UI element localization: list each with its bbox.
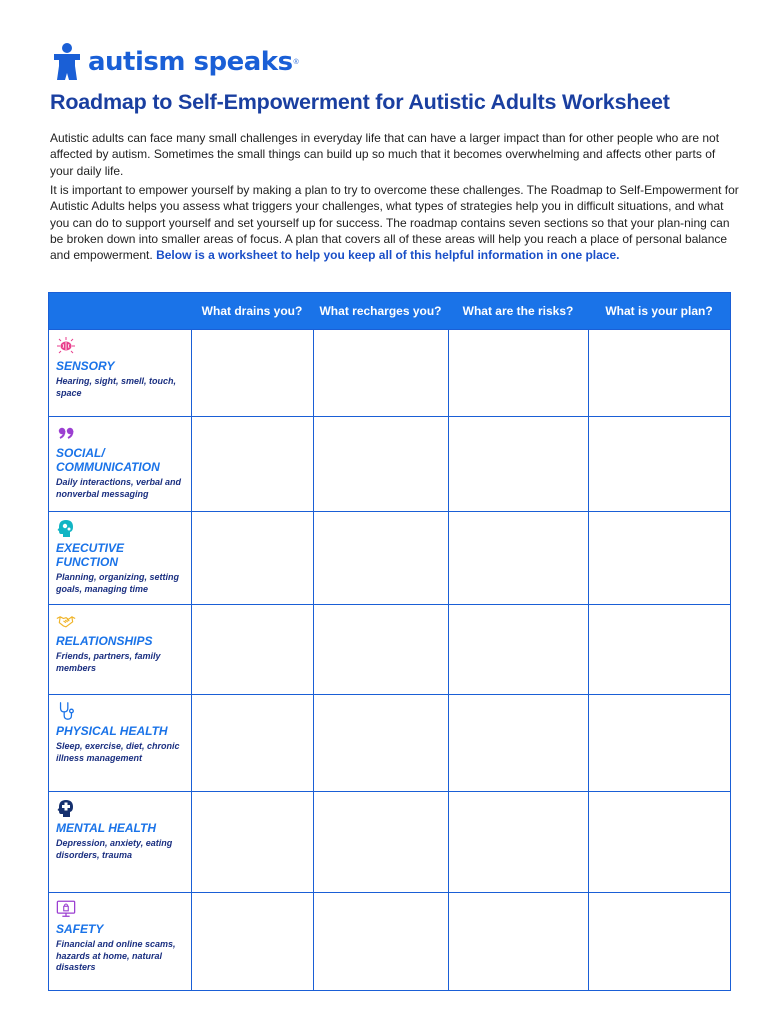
input-cell-drains[interactable]	[191, 605, 313, 694]
category-name: SENSORY	[56, 359, 115, 373]
category-description: Planning, organizing, setting goals, managing time	[56, 572, 179, 594]
input-cell-recharges[interactable]	[313, 893, 448, 990]
table-row	[49, 604, 730, 694]
category-mental-health	[49, 792, 191, 892]
category-description: Financial and online scams, hazards at home, natural disasters	[56, 939, 176, 972]
intro-paragraph-2	[50, 182, 740, 263]
page-title: Roadmap to Self-Empowerment for Autistic Adults Worksheet	[50, 90, 670, 114]
input-cell-recharges[interactable]	[313, 605, 448, 694]
input-cell-risks[interactable]	[448, 605, 588, 694]
table-row	[49, 329, 730, 416]
table-row	[49, 791, 730, 892]
table-header-row	[49, 293, 730, 329]
input-cell-recharges[interactable]	[313, 512, 448, 604]
input-cell-recharges[interactable]	[313, 695, 448, 791]
category-description: Hearing, sight, smell, touch, space	[56, 376, 177, 398]
input-cell-plan[interactable]	[588, 792, 730, 892]
category-physical-health	[49, 695, 191, 791]
input-cell-drains[interactable]	[191, 893, 313, 990]
input-cell-drains[interactable]	[191, 792, 313, 892]
brain-icon	[56, 336, 76, 356]
handshake-icon	[56, 611, 76, 631]
monitor-lock-icon	[56, 899, 76, 919]
input-cell-risks[interactable]	[448, 893, 588, 990]
table-row	[49, 694, 730, 791]
table-row	[49, 511, 730, 604]
registered-mark: ®	[293, 58, 299, 66]
input-cell-plan[interactable]	[588, 893, 730, 990]
input-cell-drains[interactable]	[191, 695, 313, 791]
input-cell-plan[interactable]	[588, 605, 730, 694]
category-executive-function	[49, 512, 191, 604]
category-name: RELATIONSHIPS	[56, 634, 153, 648]
category-safety	[49, 893, 191, 990]
input-cell-drains[interactable]	[191, 330, 313, 416]
header-blank	[49, 293, 191, 329]
intro-paragraph-1: Autistic adults can face many small challenges in everyday life that can have a larger impact than for other people who are not affected by autism. Sometimes the small things can build up so much that it becomes overwhelming and affects other parts of your daily life.	[50, 131, 720, 178]
header-drains: What drains you?	[201, 304, 303, 318]
input-cell-recharges[interactable]	[313, 330, 448, 416]
input-cell-risks[interactable]	[448, 417, 588, 511]
header-recharges: What recharges you?	[319, 304, 442, 318]
input-cell-plan[interactable]	[588, 695, 730, 791]
input-cell-plan[interactable]	[588, 417, 730, 511]
category-name: PHYSICAL HEALTH	[56, 724, 168, 738]
category-name: SAFETY	[56, 922, 104, 936]
input-cell-recharges[interactable]	[313, 792, 448, 892]
input-cell-risks[interactable]	[448, 792, 588, 892]
table-row	[49, 892, 730, 990]
category-description: Daily interactions, verbal and nonverbal messaging	[56, 477, 182, 499]
puzzle-person-icon	[50, 43, 84, 81]
input-cell-plan[interactable]	[588, 330, 730, 416]
input-cell-risks[interactable]	[448, 695, 588, 791]
header-risks: What are the risks?	[462, 304, 574, 318]
input-cell-drains[interactable]	[191, 417, 313, 511]
head-gears-icon	[56, 518, 76, 538]
stethoscope-icon	[56, 701, 76, 721]
intro-highlight: Below is a worksheet to help you keep all of this helpful information in one place.	[156, 248, 620, 263]
brand-logo	[50, 42, 299, 82]
category-social	[49, 417, 191, 511]
category-name: MENTAL HEALTH	[56, 821, 156, 835]
worksheet-table	[48, 292, 731, 991]
category-name: EXECUTIVE FUNCTION	[56, 541, 125, 569]
intro-paragraph-2-text: It is important to empower yourself by making a plan to try to overcome these challenges. The Roadmap to Self-Empowerment for Autistic Adults helps you assess what triggers your challenges, what types of strategies help you in difficult situations, and what you can do to support yourself and set yourself up for success. The roadmap contains seven sections so that your plan-ning can be broken down into smaller areas of focus. A plan that covers all of these areas will help you reach a place of personal balance and empowerment.	[50, 183, 739, 263]
category-description: Friends, partners, family members	[56, 651, 161, 673]
input-cell-drains[interactable]	[191, 512, 313, 604]
brand-name: autism speaks	[88, 47, 293, 77]
table-row	[49, 416, 730, 511]
category-description: Sleep, exercise, diet, chronic illness management	[56, 741, 180, 763]
input-cell-risks[interactable]	[448, 512, 588, 604]
head-cross-icon	[56, 798, 76, 818]
quote-icon	[56, 423, 76, 443]
input-cell-recharges[interactable]	[313, 417, 448, 511]
input-cell-risks[interactable]	[448, 330, 588, 416]
input-cell-plan[interactable]	[588, 512, 730, 604]
category-name: SOCIAL/ COMMUNICATION	[56, 446, 160, 474]
header-plan: What is your plan?	[605, 304, 713, 318]
category-relationships	[49, 605, 191, 694]
category-sensory	[49, 330, 191, 416]
category-description: Depression, anxiety, eating disorders, trauma	[56, 838, 173, 860]
